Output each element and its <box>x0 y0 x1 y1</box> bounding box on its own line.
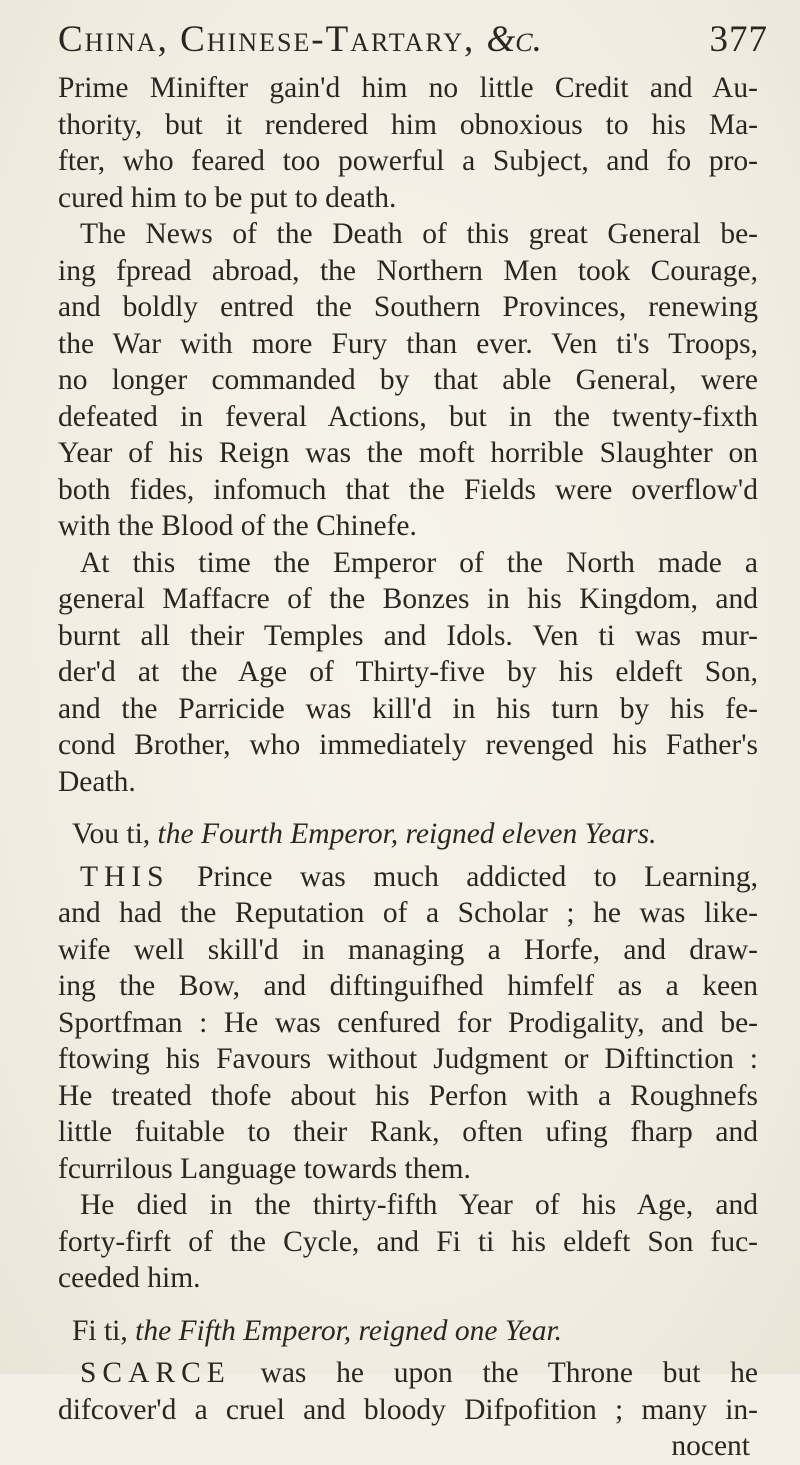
text-line: burnt all their Temples and Idols. Ven ti was mur- <box>58 619 758 652</box>
text-line: wife well skill'd in managing a Horfe, and draw- <box>58 933 758 966</box>
paragraph-3 <box>58 545 758 801</box>
text-line: little fuitable to their Rank, often ufing fharp and <box>58 1116 758 1148</box>
initial-word: SCARCE <box>80 1357 231 1389</box>
text-line: ing fpread abroad, the Northern Men took Courage, <box>58 254 758 287</box>
text-line: ceeded him. <box>58 1262 201 1294</box>
page-number: 377 <box>709 19 768 60</box>
heading-title: the Fifth Emperor, reigned one Year. <box>135 1314 563 1347</box>
text-line: fcurrilous Language towards them. <box>58 1152 471 1185</box>
text-line: He treated thofe about his Perfon with a Roughnefs <box>58 1079 758 1112</box>
running-head-text: China, Chinese-Tartary, <box>58 19 476 60</box>
text-line: cured him to be put to death. <box>58 181 397 214</box>
text-line: Year of his Reign was the moft horrible Slaughter on <box>58 437 758 469</box>
text-line <box>58 859 758 896</box>
line-rest: was he upon the Throne but he <box>260 1357 758 1389</box>
heading-name: Vou ti, <box>72 818 151 850</box>
text-line: He died in the thirty-fifth Year of his Age, and <box>80 1189 758 1221</box>
heading-title: the Fourth Emperor, reigned eleven Years. <box>157 818 657 850</box>
paragraph-4 <box>58 859 758 1188</box>
text-line: thority, but it rendered him obnoxious to his Ma- <box>58 108 758 141</box>
section-heading-fi-ti <box>58 1313 758 1350</box>
page-header <box>58 18 768 68</box>
text-line: forty-firft of the Cycle, and Fi ti his eldeft Son fuc- <box>58 1225 758 1258</box>
text-line: with the Blood of the Chinefe. <box>58 510 417 542</box>
text-line <box>58 1355 758 1392</box>
heading-name: Fi ti, <box>72 1314 128 1347</box>
section-heading-vou-ti <box>58 816 758 853</box>
text-line: defeated in feveral Actions, but in the twenty-fixth <box>58 400 758 433</box>
catchword: nocent <box>671 1430 750 1462</box>
text-line: and boldly entred the Southern Provinces, renewing <box>58 291 758 323</box>
running-head <box>58 18 542 61</box>
text-line: fter, who feared too powerful a Subject, and fo pro- <box>58 145 758 177</box>
text-line: At this time the Emperor of the North made a <box>80 546 758 579</box>
text-line: and the Parricide was kill'd in his turn by his fe- <box>58 692 758 725</box>
initial-word: THIS <box>80 860 170 893</box>
text-line: no longer commanded by that able General, were <box>58 364 758 396</box>
text-line: Sportfman : He was cenfured for Prodigality, and be- <box>58 1006 758 1039</box>
page-body <box>58 70 758 1465</box>
text-line: difcover'd a cruel and bloody Difpofition ; many in- <box>58 1393 758 1426</box>
paragraph-5 <box>58 1187 758 1297</box>
text-line: both fides, infomuch that the Fields were overflow'd <box>58 473 758 506</box>
paragraph-1 <box>58 70 758 216</box>
text-line: Death. <box>58 765 136 798</box>
text-line: general Maffacre of the Bonzes in his Kingdom, and <box>58 583 758 615</box>
paragraph-2 <box>58 216 758 545</box>
running-head-etc: &c. <box>486 19 542 60</box>
text-line: Prime Minifter gain'd him no little Credit and Au- <box>58 72 758 104</box>
text-line: der'd at the Age of Thirty-five by his eldeft Son, <box>58 656 758 688</box>
text-line: ftowing his Favours without Judgment or Diftinction : <box>58 1043 758 1075</box>
text-line: and had the Reputation of a Scholar ; he was like- <box>58 897 758 929</box>
line-rest: Prince was much addicted to Learning, <box>197 860 758 893</box>
text-line: cond Brother, who immediately revenged his Father's <box>58 729 758 761</box>
text-line: the War with more Fury than ever. Ven ti's Troops, <box>58 327 758 360</box>
text-line: ing the Bow, and diftinguifhed himfelf as a keen <box>58 970 758 1002</box>
text-line: The News of the Death of this great General be- <box>80 218 758 250</box>
paragraph-6 <box>58 1355 758 1428</box>
